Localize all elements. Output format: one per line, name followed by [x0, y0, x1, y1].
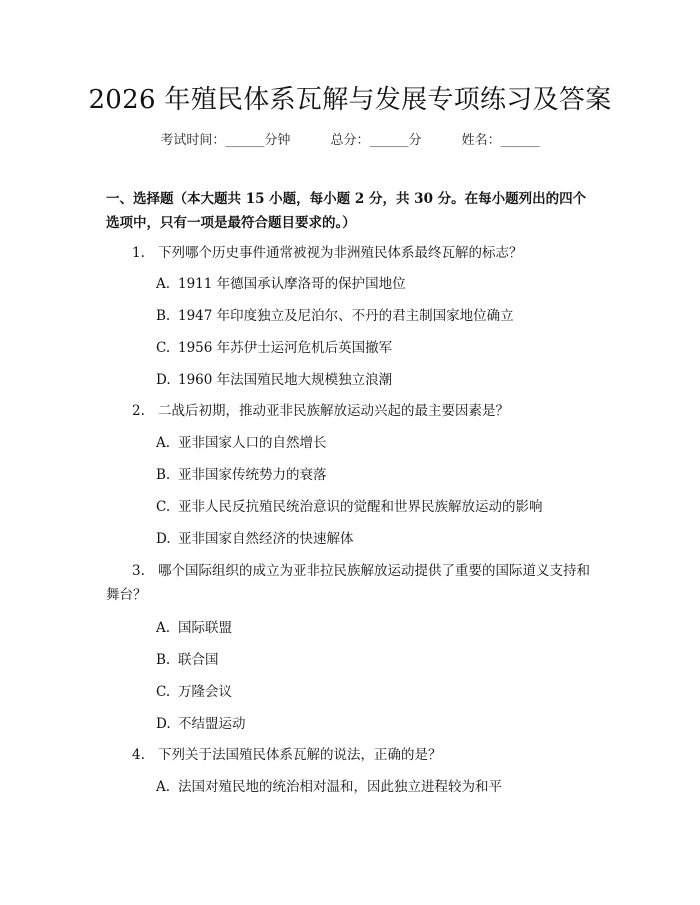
option-text: 亚非国家自然经济的快速解体 — [178, 531, 354, 547]
option-text: 万隆会议 — [178, 684, 232, 700]
section-heading: 一、选择题（本大题共 15 小题，每小题 2 分，共 30 分。在每小题列出的四个选项中，只有一项是最符合题目要求的。） — [106, 191, 587, 231]
option-letter: C. — [156, 684, 171, 700]
option-text: 联合国 — [178, 652, 219, 668]
total-score-field: 总分：______分 — [330, 133, 422, 148]
question-stem-line-2: 舞台？ — [106, 587, 147, 603]
question-1-option-d — [156, 369, 596, 391]
question-stem: 下列哪个历史事件通常被视为非洲殖民体系最终瓦解的标志？ — [158, 245, 523, 261]
question-3-option-a — [156, 617, 596, 639]
option-letter: C. — [156, 499, 171, 515]
question-4-option-a — [156, 776, 596, 798]
option-text: 亚非国家人口的自然增长 — [178, 435, 327, 451]
question-2-option-b — [156, 464, 596, 486]
option-letter: B. — [156, 467, 171, 483]
question-4 — [132, 742, 594, 768]
option-text: 1911 年德国承认摩洛哥的保护国地位 — [178, 276, 406, 292]
question-number: 4. — [132, 747, 145, 763]
question-3-stem-continued — [106, 582, 306, 608]
option-letter: D. — [156, 531, 171, 547]
question-2-option-d — [156, 528, 596, 550]
question-3-option-d — [156, 713, 596, 735]
student-name-field: 姓名：______ — [461, 133, 540, 148]
option-letter: C. — [156, 340, 171, 356]
option-text: 1947 年印度独立及尼泊尔、不丹的君主制国家地位确立 — [178, 308, 514, 324]
option-letter: B. — [156, 652, 171, 668]
question-2-option-a — [156, 432, 596, 454]
option-letter: A. — [156, 435, 171, 451]
exam-time-field: 考试时间：______分钟 — [160, 133, 291, 148]
option-text: 不结盟运动 — [178, 716, 246, 732]
question-1-option-c — [156, 337, 596, 359]
option-text: 亚非人民反抗殖民统治意识的觉醒和世界民族解放运动的影响 — [178, 499, 543, 515]
option-text: 1960 年法国殖民地大规模独立浪潮 — [178, 372, 393, 388]
question-1-option-a — [156, 273, 596, 295]
option-letter: A. — [156, 620, 171, 636]
question-number: 3. — [132, 563, 145, 579]
exam-info-line — [0, 131, 700, 151]
option-text: 1956 年苏伊士运河危机后英国撤军 — [178, 340, 393, 356]
question-stem: 下列关于法国殖民体系瓦解的说法，正确的是？ — [158, 747, 442, 763]
question-number: 1. — [132, 245, 145, 261]
option-text: 国际联盟 — [178, 620, 232, 636]
question-3 — [132, 558, 602, 584]
option-text: 法国对殖民地的统治相对温和，因此独立进程较为和平 — [178, 779, 502, 795]
option-letter: D. — [156, 372, 171, 388]
question-1-option-b — [156, 305, 596, 327]
option-letter: A. — [156, 779, 171, 795]
option-text: 亚非国家传统势力的衰落 — [178, 467, 327, 483]
question-stem-line-1: 哪个国际组织的成立为亚非拉民族解放运动提供了重要的国际道义支持和 — [158, 563, 590, 579]
question-number: 2. — [132, 403, 145, 419]
question-3-option-c — [156, 681, 596, 703]
question-1 — [132, 240, 594, 266]
question-2-option-c — [156, 496, 596, 518]
option-letter: A. — [156, 276, 171, 292]
question-stem: 二战后初期，推动亚非民族解放运动兴起的最主要因素是？ — [158, 403, 509, 419]
option-letter: B. — [156, 308, 171, 324]
question-3-option-b — [156, 649, 596, 671]
option-letter: D. — [156, 716, 171, 732]
document-title: 2026 年殖民体系瓦解与发展专项练习及答案 — [88, 85, 612, 115]
question-2 — [132, 398, 594, 424]
